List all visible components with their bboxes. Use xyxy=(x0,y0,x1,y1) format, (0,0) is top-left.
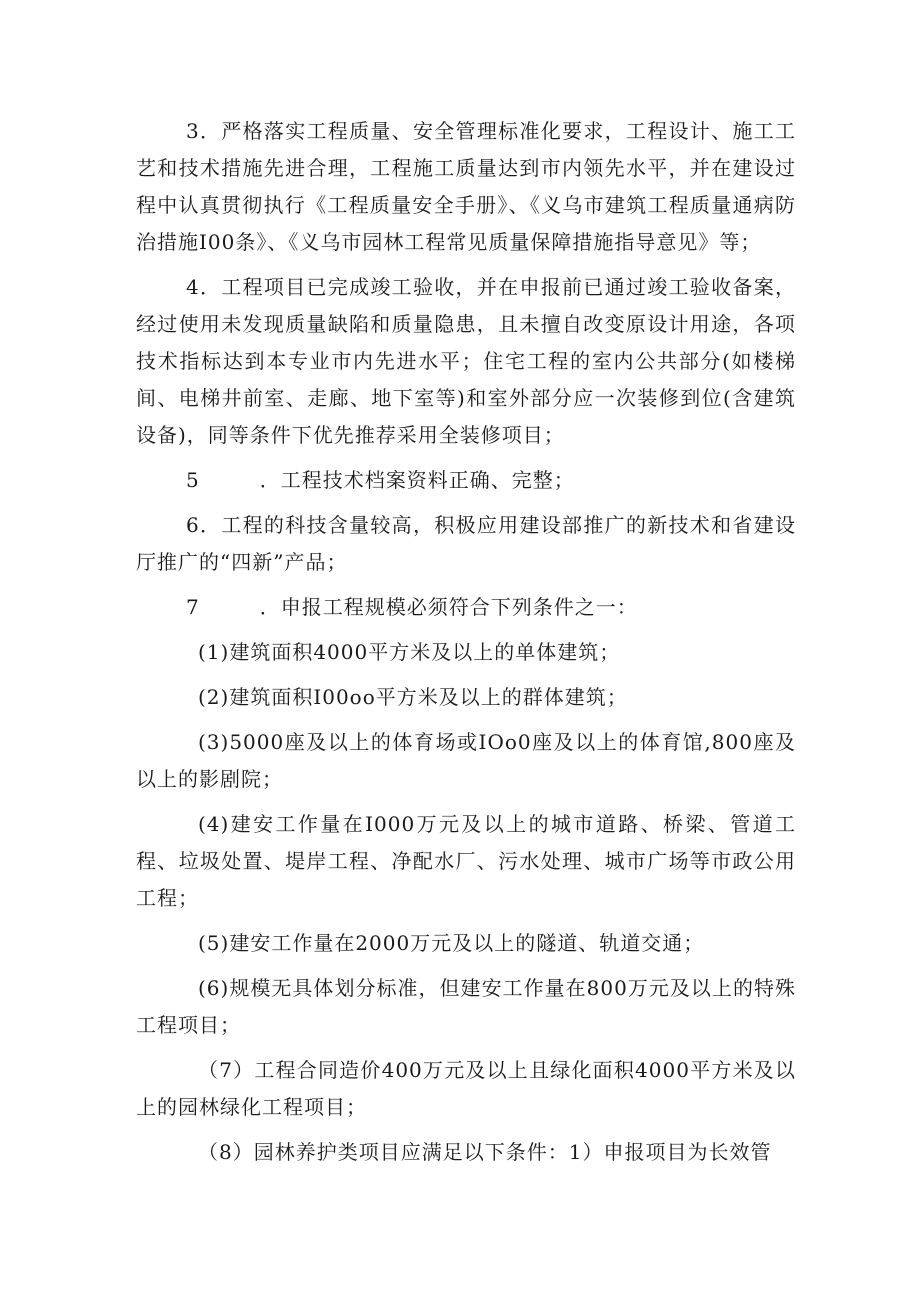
sub-item-6: (6)规模无具体划分标准，但建安工作量在800万元及以上的特殊工程项目； xyxy=(136,976,796,1037)
sub-item-4: (4)建安工作量在I000万元及以上的城市道路、桥梁、管道工程、垃圾处置、堤岸工程、净配水厂、污水处理、城市广场等市政公用工程； xyxy=(136,812,796,910)
paragraph-item-7 xyxy=(136,589,796,626)
sub-item-5: (5)建安工作量在2000万元及以上的隧道、轨道交通； xyxy=(198,931,705,955)
item-number: 7 xyxy=(186,595,200,619)
paragraph-item-6: 6．工程的科技含量较高，积极应用建设部推广的新技术和省建设厅推广的“四新”产品； xyxy=(136,513,796,574)
sub-item-8: （8）园林养护类项目应满足以下条件：1）申报项目为长效管 xyxy=(198,1140,772,1164)
paragraph-item-4: 4．工程项目已完成竣工验收，并在申报前已通过竣工验收备案，经过使用未发现质量缺陷和质量隐患，且未擅自改变原设计用途，各项技术指标达到本专业市内先进水平；住宅工程的室内公共部分(如楼梯间、电梯井前室、走廊、地下室等)和室外部分应一次装修到位(含建筑设备)，同等条件下优先推荐采用全装修项目； xyxy=(136,275,796,447)
paragraph-item-3: 3．严格落实工程质量、安全管理标准化要求，工程设计、施工工艺和技术措施先进合理，工程施工质量达到市内领先水平，并在建设过程中认真贯彻执行《工程质量安全手册》、《义乌市建筑工程质量通病防治措施I00条》、《义乌市园林工程常见质量保障措施指导意见》等； xyxy=(136,119,796,254)
item-text: ．申报工程规模必须符合下列条件之一： xyxy=(259,595,638,619)
sub-item-7: （7）工程合同造价400万元及以上且绿化面积4000平方米及以上的园林绿化工程项目； xyxy=(136,1058,796,1119)
sub-item-3: (3)5000座及以上的体育场或IOo0座及以上的体育馆,800座及以上的影剧院； xyxy=(136,730,796,791)
sub-item-2: (2)建筑面积I00oo平方米及以上的群体建筑； xyxy=(198,685,628,709)
document-body xyxy=(136,113,796,1179)
item-text: ．工程技术档案资料正确、完整； xyxy=(259,468,575,492)
item-number: 5 xyxy=(186,468,200,492)
sub-item-1: (1)建筑面积4000平方米及以上的单体建筑； xyxy=(198,640,621,664)
paragraph-item-5 xyxy=(136,462,796,499)
